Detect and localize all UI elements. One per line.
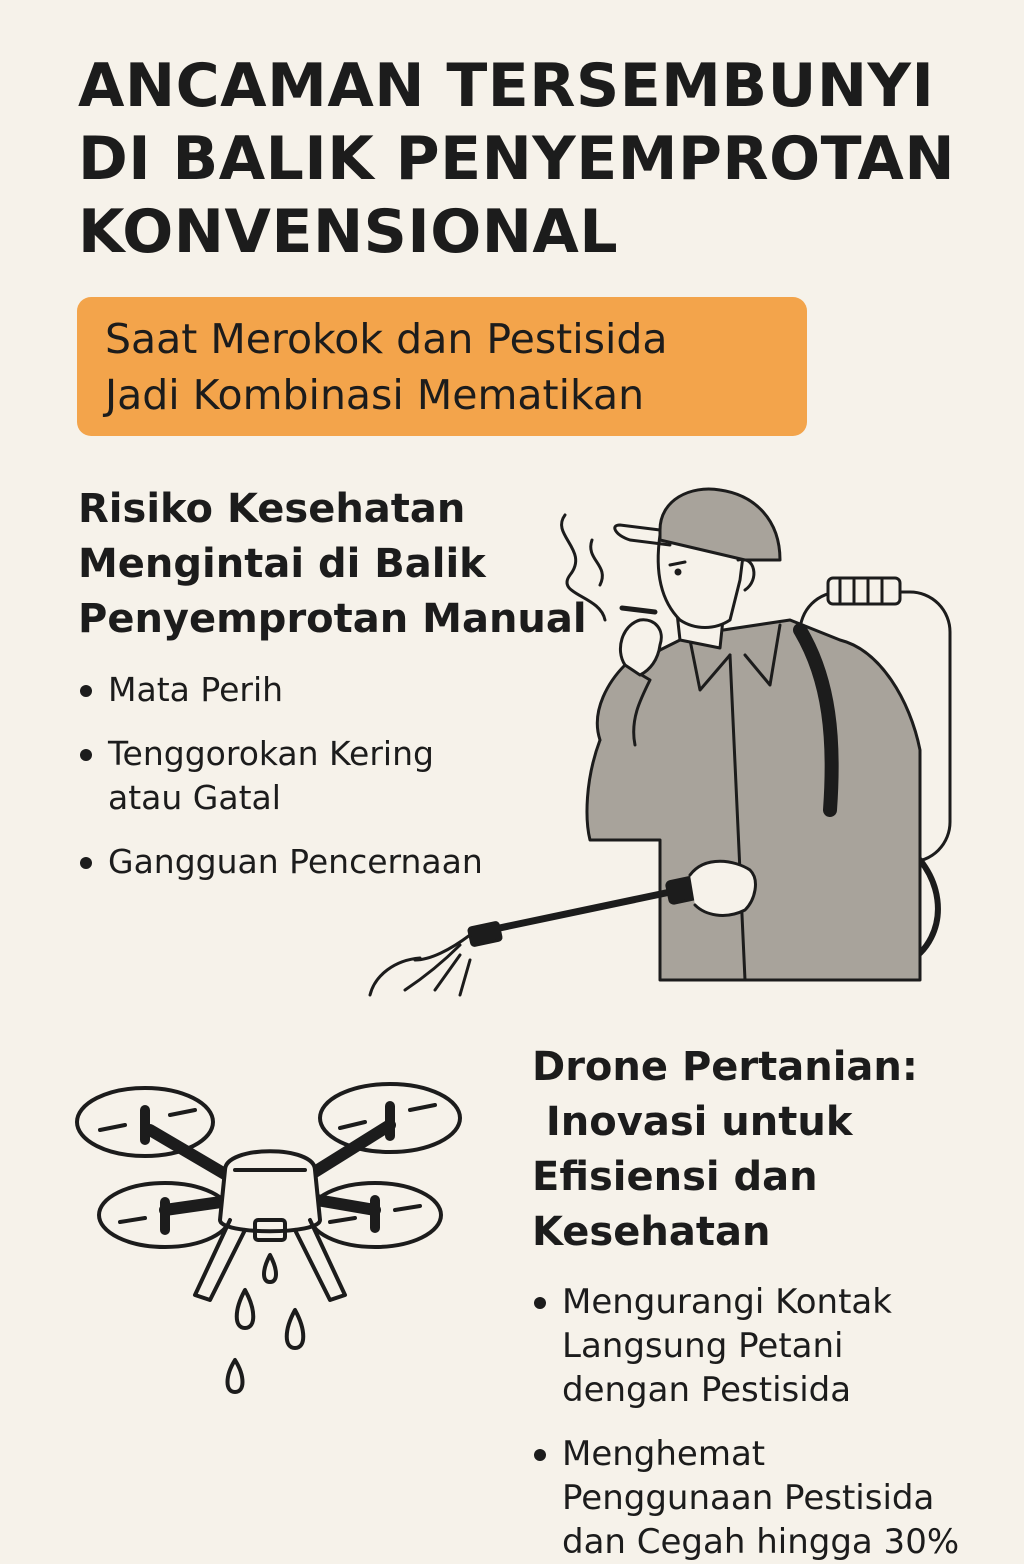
list-item-text: Mengurangi Kontak <box>562 1282 892 1322</box>
heading-line: Efisiensi dan <box>532 1154 818 1200</box>
section-drone-heading <box>532 1040 1012 1260</box>
list-item-text: dan Cegah hingga 30% <box>562 1522 960 1562</box>
list-item-text: Gangguan Pencernaan <box>108 842 483 881</box>
heading-line: Drone Pertanian: <box>532 1044 918 1090</box>
drone-benefit-list <box>532 1280 959 1564</box>
title-line: KONVENSIONAL <box>78 197 619 267</box>
list-item-text: Penggunaan Pestisida <box>562 1478 935 1518</box>
heading-line: Inovasi untuk <box>532 1099 853 1145</box>
list-item-text: Menghemat <box>562 1434 766 1474</box>
list-item <box>532 1280 959 1412</box>
list-item-text: Tenggorokan Kering <box>108 734 434 773</box>
list-item-text: dengan Pestisida <box>562 1370 852 1410</box>
heading-line: Penyemprotan Manual <box>78 596 587 642</box>
list-item-text: Mata Perih <box>108 670 284 709</box>
farmer-smoking-sprayer-illustration <box>360 480 960 1000</box>
title-line: ANCAMAN TERSEMBUNYI <box>78 51 935 121</box>
subtitle-line: Jadi Kombinasi Mematikan <box>105 371 645 419</box>
list-item <box>532 1432 959 1564</box>
heading-line: Mengintai di Balik <box>78 541 486 587</box>
subtitle-line: Saat Merokok dan Pestisida <box>105 315 668 363</box>
agricultural-drone-icon <box>70 1070 470 1410</box>
subtitle-banner <box>77 297 807 436</box>
list-item-text: Langsung Petani <box>562 1326 844 1366</box>
page-title <box>78 50 978 269</box>
heading-line: Kesehatan <box>532 1209 771 1255</box>
list-item-text: atau Gatal <box>108 778 281 817</box>
title-line: DI BALIK PENYEMPROTAN <box>78 124 956 194</box>
heading-line: Risiko Kesehatan <box>78 486 466 532</box>
